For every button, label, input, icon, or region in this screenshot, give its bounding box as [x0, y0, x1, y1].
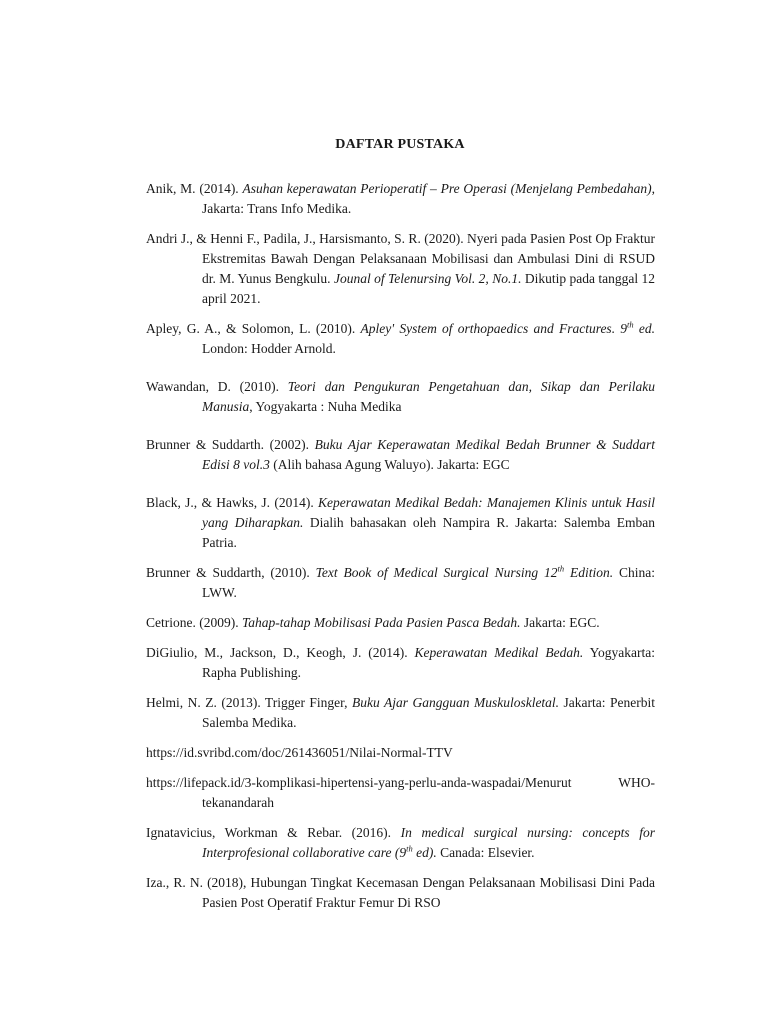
- reference-list: [146, 179, 655, 923]
- reference-wawandan: Wawandan, D. (2010). Teori dan Pengukuran Pengetahuan dan, Sikap dan Perilaku Manusia, Yogyakarta : Nuha Medika: [146, 379, 655, 414]
- reference-ignatavicius: Ignatavicius, Workman & Rebar. (2016). In medical surgical nursing: concepts for Interprofesional collaborative care (9th ed). Canada: Elsevier.: [146, 825, 655, 860]
- reference-scribd-link[interactable]: https://id.svribd.com/doc/261436051/Nilai-Normal-TTV: [146, 745, 453, 760]
- reference-digiulio: DiGiulio, M., Jackson, D., Keogh, J. (2014). Keperawatan Medikal Bedah. Yogyakarta: Rapha Publishing.: [146, 645, 656, 680]
- reference-apley: Apley, G. A., & Solomon, L. (2010). Apley' System of orthopaedics and Fractures. 9th ed. London: Hodder Arnold.: [146, 319, 655, 356]
- reference-andri: Andri J., & Henni F., Padila, J., Harsismanto, S. R. (2020). Nyeri pada Pasien Post Op Fraktur Ekstremitas Bawah Dengan Pelaksanaan Mobilisasi dan Ambulasi Dini di RSUD dr. M. Yunus Bengkulu. Jounal of Telenursing Vol. 2, No.1. Dikutip pada tanggal 12 april 2021.: [146, 231, 655, 306]
- reference-anik: Anik, M. (2014). Asuhan keperawatan Perioperatif – Pre Operasi (Menjelang Pembedahan), Jakarta: Trans Info Medika.: [146, 181, 655, 216]
- reference-black: Black, J., & Hawks, J. (2014). Keperawatan Medikal Bedah: Manajemen Klinis untuk Hasil yang Diharapkan. Dialih bahasakan oleh Nampira R. Jakarta: Salemba Emban Patria.: [146, 495, 655, 550]
- reference-brunner-2010: Brunner & Suddarth, (2010). Text Book of Medical Surgical Nursing 12th Edition. China: LWW.: [146, 563, 655, 600]
- reference-brunner-2002: Brunner & Suddarth. (2002). Buku Ajar Keperawatan Medikal Bedah Brunner & Suddart Edisi 8 vol.3 (Alih bahasa Agung Waluyo). Jakarta: EGC: [146, 437, 655, 472]
- reference-cetrione: Cetrione. (2009). Tahap-tahap Mobilisasi Pada Pasien Pasca Bedah. Jakarta: EGC.: [146, 615, 600, 630]
- reference-iza: Iza., R. N. (2018), Hubungan Tingkat Kecemasan Dengan Pelaksanaan Mobilisasi Dini Pada Pasien Post Operatif Fraktur Femur Di RSO: [146, 875, 655, 910]
- reference-lifepack-link[interactable]: https://lifepack.id/3-komplikasi-hipertensi-yang-perlu-anda-waspadai/Menurut WHO-tekanandarah: [146, 775, 655, 810]
- reference-helmi: Helmi, N. Z. (2013). Trigger Finger, Buku Ajar Gangguan Muskuloskletal. Jakarta: Penerbit Salemba Medika.: [146, 695, 655, 730]
- page-title: DAFTAR PUSTAKA: [335, 137, 465, 152]
